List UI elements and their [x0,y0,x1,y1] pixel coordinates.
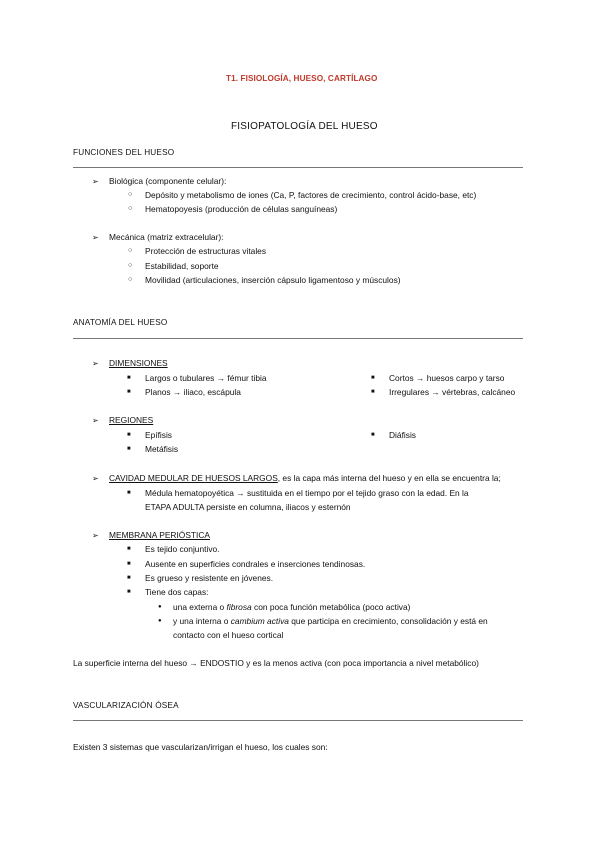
cavidad-line [109,473,501,484]
section-heading-funciones: FUNCIONES DEL HUESO [73,148,175,157]
square-bullet-icon: ■ [127,575,131,581]
circle-bullet-icon: ○ [128,205,133,212]
square-bullet-icon: ■ [127,389,131,395]
list-item: Depósito y metabolismo de iones (Ca, P, factores de crecimiento, control ácido-base, etc) [145,190,477,200]
square-bullet-icon: ■ [127,546,131,552]
list-item: Movilidad (articulaciones, inserción cápsulo ligamentoso y músculos) [145,275,401,285]
list-item: Irregulares → vértebras, calcáneo [389,387,516,397]
section-divider [73,167,523,168]
list-item-capa-interna: y una interna o cambium activa que participa en crecimiento, consolidación y está en [173,616,488,626]
mecanica-label: Mecánica (matriz extracelular): [109,232,224,242]
square-bullet-icon: ■ [371,375,375,381]
list-item: Médula hematopoyética → sustituida en el tiempo por el tejido graso con la edad. En la [145,488,469,498]
list-item: Planos → iliaco, escápula [145,387,241,397]
document-title: T1. FISIOLOGÍA, HUESO, CARTÍLAGO [226,74,378,83]
square-bullet-icon: ■ [371,389,375,395]
list-item-continuation: contacto con el hueso cortical [173,630,284,640]
square-bullet-icon: ■ [371,432,375,438]
section-divider [73,338,523,339]
list-item: Es tejido conjuntivo. [145,544,220,554]
arrow-bullet-icon: ➢ [92,531,99,540]
list-item: Cortos → huesos carpo y tarso [389,373,505,383]
list-item-capa-externa: una externa o fibrosa con poca función metabólica (poco activa) [173,602,411,612]
cavidad-description: , es la capa más interna del hueso y en ella se encuentra la; [277,473,501,483]
section-heading-anatomia: ANATOMÍA DEL HUESO [73,318,168,327]
circle-bullet-icon: ○ [128,247,133,254]
dot-bullet-icon: ● [158,604,162,610]
vascularizacion-paragraph: Existen 3 sistemas que vascularizan/irrigan el hueso, los cuales son: [73,742,328,752]
arrow-bullet-icon: ➢ [92,474,99,483]
list-item: Diáfisis [389,430,416,440]
list-item: Estabilidad, soporte [145,261,219,271]
square-bullet-icon: ■ [127,490,131,496]
main-title: FISIOPATOLOGÍA DEL HUESO [231,121,378,132]
section-divider [73,720,523,721]
circle-bullet-icon: ○ [128,191,133,198]
square-bullet-icon: ■ [127,446,131,452]
list-item: Es grueso y resistente en jóvenes. [145,573,274,583]
regiones-label: REGIONES [109,415,154,425]
square-bullet-icon: ■ [127,375,131,381]
list-item: Largos o tubulares → fémur tibia [145,373,267,383]
circle-bullet-icon: ○ [128,262,133,269]
arrow-bullet-icon: ➢ [92,233,99,242]
square-bullet-icon: ■ [127,589,131,595]
dimensiones-label: DIMENSIONES [109,358,168,368]
list-item-continuation: ETAPA ADULTA persiste en columna, iliacos y esternón [145,502,351,512]
dot-bullet-icon: ● [158,618,162,624]
list-item: Epífisis [145,430,172,440]
endostio-paragraph: La superficie interna del hueso → ENDOSTIO y es la menos activa (con poca importancia a nivel metabólico) [73,658,479,668]
section-heading-vascularizacion: VASCULARIZACIÓN ÓSEA [73,701,179,710]
arrow-bullet-icon: ➢ [92,416,99,425]
circle-bullet-icon: ○ [128,276,133,283]
list-item: Ausente en superficies condrales e inserciones tendinosas. [145,559,366,569]
cavidad-label: CAVIDAD MEDULAR DE HUESOS LARGOS [109,473,278,483]
square-bullet-icon: ■ [127,432,131,438]
square-bullet-icon: ■ [127,561,131,567]
list-item: Metáfisis [145,444,179,454]
list-item: Hematopoyesis (producción de células sanguíneas) [145,204,338,214]
arrow-bullet-icon: ➢ [92,359,99,368]
list-item: Tiene dos capas: [145,587,209,597]
arrow-bullet-icon: ➢ [92,177,99,186]
biologica-label: Biológica (componente celular): [109,176,227,186]
list-item: Protección de estructuras vitales [145,246,267,256]
membrana-label: MEMBRANA PERIÓSTICA [109,530,210,540]
